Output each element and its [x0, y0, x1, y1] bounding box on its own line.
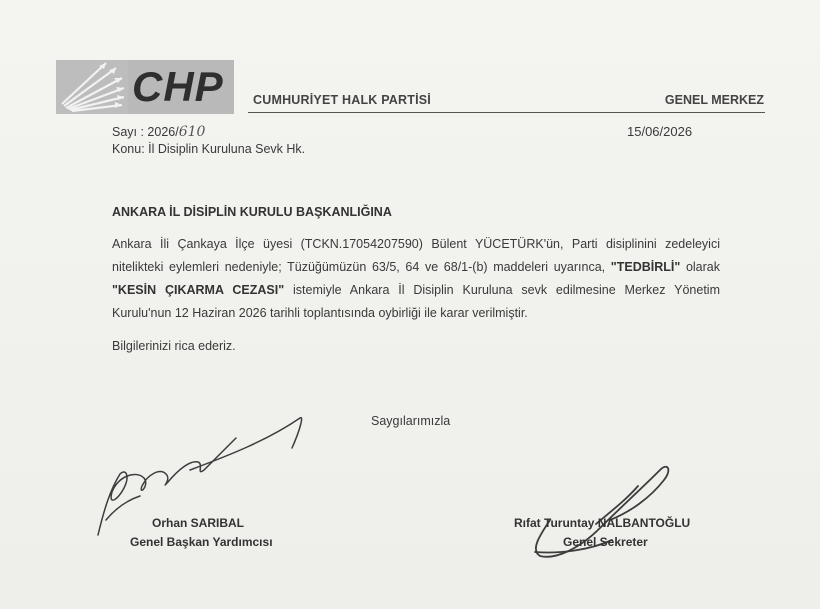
chp-logo [56, 60, 234, 114]
regards-line: Saygılarımızla [371, 414, 451, 428]
document-number-label: Sayı : 2026/ [112, 125, 179, 139]
body-part-3: istemiyle Ankara İl Disiplin Kuruluna sevk edilmesine Merkez Yönetim Kurulu'nun 12 Haziran 2026 tarihli toplantısında oybirliği ile karar verilmiştir. [112, 283, 720, 320]
office-name: GENEL MERKEZ [664, 93, 764, 107]
penalty-emphasis: "KESİN ÇIKARMA CEZASI" [112, 283, 285, 297]
left-signatory-name: Orhan SARIBAL [152, 516, 245, 530]
party-name: CUMHURİYET HALK PARTİSİ [253, 93, 431, 107]
document-date: 15/06/2026 [627, 124, 693, 139]
logo-text: CHP [132, 63, 224, 110]
subject-line: Konu: İl Disiplin Kuruluna Sevk Hk. [112, 142, 306, 156]
recipient-heading: ANKARA İL DİSİPLİN KURULU BAŞKANLIĞINA [112, 205, 392, 219]
closing-line: Bilgilerinizi rica ederiz. [112, 339, 236, 353]
body-part-1: Ankara İli Çankaya İlçe üyesi (TCKN.17054207590) Bülent YÜCETÜRK'ün, Parti disiplinini zedeleyici nitelikteki eylemleri nedeniyle; Tüzüğümüzün 63/5, 64 ve 68/1-(b) maddeleri uyarınca, [112, 237, 720, 274]
handwritten-number: 610 [178, 124, 206, 140]
right-signatory-name: Rıfat Turuntay NALBANTOĞLU [514, 516, 691, 530]
letter-body [112, 233, 720, 325]
right-signatory-title: Genel Sekreter [563, 535, 648, 549]
body-part-2: olarak [680, 260, 720, 274]
header-divider [248, 112, 765, 113]
tedbirli-emphasis: "TEDBİRLİ" [610, 260, 681, 274]
document-number [112, 124, 205, 140]
left-signatory-title: Genel Başkan Yardımcısı [130, 535, 273, 549]
